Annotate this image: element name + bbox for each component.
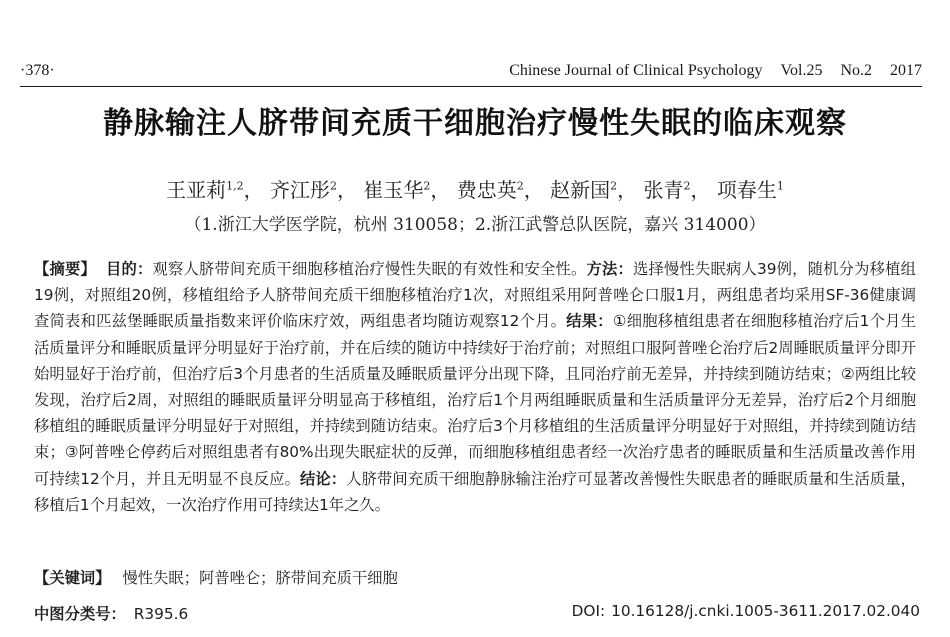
results-label: 结果： bbox=[566, 312, 613, 331]
author bbox=[166, 178, 264, 202]
author-name: 费忠英 bbox=[456, 178, 517, 202]
author-affiliation-mark: 1 bbox=[776, 179, 784, 193]
conclusion-label: 结论： bbox=[300, 469, 347, 488]
author-name: 齐江彤 bbox=[270, 178, 331, 202]
abstract-tag: 【摘要】 bbox=[34, 260, 96, 278]
conclusion-text: 人脐带间充质干细胞静脉输注治疗可显著改善慢性失眠患者的睡眠质量和生活质量，移植后1个月起效，一次治疗作用可持续达1年之久。 bbox=[34, 469, 916, 514]
journal-year: 2017 bbox=[890, 62, 922, 79]
doi-label: DOI: bbox=[571, 602, 606, 620]
author-separator: ， bbox=[690, 178, 711, 202]
clc bbox=[34, 602, 188, 624]
header-rule bbox=[20, 86, 922, 87]
author-separator: ， bbox=[337, 178, 358, 202]
author-separator: ， bbox=[243, 178, 264, 202]
paper-title: 静脉输注人脐带间充质干细胞治疗慢性失眠的临床观察 bbox=[103, 106, 847, 141]
author-affiliation-mark: 2 bbox=[423, 179, 431, 193]
author-name: 王亚莉 bbox=[166, 178, 227, 202]
clc-label: 中图分类号： bbox=[34, 605, 126, 623]
clc-value: R395.6 bbox=[133, 605, 189, 623]
author bbox=[550, 178, 637, 202]
keywords-tag: 【关键词】 bbox=[34, 569, 111, 587]
abstract bbox=[34, 256, 916, 518]
author-affiliation-mark: 2 bbox=[610, 179, 618, 193]
journal-issue: No.2 bbox=[840, 62, 872, 79]
objective-label: 目的： bbox=[106, 260, 153, 278]
journal-info bbox=[509, 62, 922, 80]
page-number: ·378· bbox=[20, 62, 55, 79]
journal-name: Chinese Journal of Clinical Psychology bbox=[509, 62, 763, 79]
author-list bbox=[0, 174, 950, 203]
author bbox=[363, 178, 450, 202]
author bbox=[270, 178, 357, 202]
author-separator: ， bbox=[523, 178, 544, 202]
author-name: 崔玉华 bbox=[363, 178, 424, 202]
author bbox=[457, 178, 544, 202]
doi-value: 10.16128/j.cnki.1005-3611.2017.02.040 bbox=[611, 602, 920, 620]
keywords bbox=[34, 566, 916, 588]
methods-label: 方法： bbox=[586, 260, 633, 278]
author-separator: ， bbox=[617, 178, 638, 202]
author-affiliation-mark: 1,2 bbox=[226, 179, 244, 193]
author-name: 赵新国 bbox=[550, 178, 611, 202]
author-separator: ， bbox=[430, 178, 451, 202]
author-name: 张青 bbox=[643, 178, 684, 202]
classification-line bbox=[34, 602, 920, 624]
author-name: 项春生 bbox=[716, 178, 777, 202]
author-affiliation-mark: 2 bbox=[683, 179, 691, 193]
running-header bbox=[20, 56, 922, 80]
author-affiliation-mark: 2 bbox=[330, 179, 338, 193]
author bbox=[717, 178, 784, 202]
author-affiliation-mark: 2 bbox=[516, 179, 524, 193]
journal-volume: Vol.25 bbox=[780, 62, 823, 79]
keywords-text: 慢性失眠；阿普唑仑；脐带间充质干细胞 bbox=[122, 569, 398, 587]
methods-text: 选择慢性失眠病人39例，随机分为移植组19例，对照组20例，移植组给予人脐带间充质干细胞移植治疗1次，对照组采用阿普唑仑口服1月，两组患者均采用SF-36健康调查简表和匹兹堡睡眠质量指数来评价临床疗效，两组患者均随访观察12个月。 bbox=[34, 260, 916, 331]
results-text: ①细胞移植组患者在细胞移植治疗后1个月生活质量评分和睡眠质量评分明显好于治疗前，并在后续的随访中持续好于治疗前；对照组口服阿普唑仑治疗后2周睡眠质量评分即开始明显好于治疗前，但治疗后3个月患者的生活质量及睡眠质量评分出现下降，且同治疗前无差异，并持续到随访结束；②两组比较发现，治疗后2周，对照组的睡眠质量评分明显高于移植组，治疗后1个月两组睡眠质量和生活质量评分无差异，治疗后2个月细胞移植组的睡眠质量评分明显好于对照组，并持续到随访结束。治疗后3个月移植组的生活质量评分明显好于对照组，并持续到随访结束；③阿普唑仑停药后对照组患者有80%出现失眠症状的反弹，而细胞移植组患者经一次治疗患者的睡眠质量和生活质量改善作用可持续12个月，并且无明显不良反应。 bbox=[34, 312, 916, 488]
doi bbox=[572, 602, 920, 624]
affiliations: （1.浙江大学医学院，杭州 310058；2.浙江武警总队医院，嘉兴 314000） bbox=[184, 215, 766, 235]
objective-text: 观察人脐带间充质干细胞移植治疗慢性失眠的有效性和安全性。 bbox=[152, 260, 587, 278]
author bbox=[643, 178, 710, 202]
